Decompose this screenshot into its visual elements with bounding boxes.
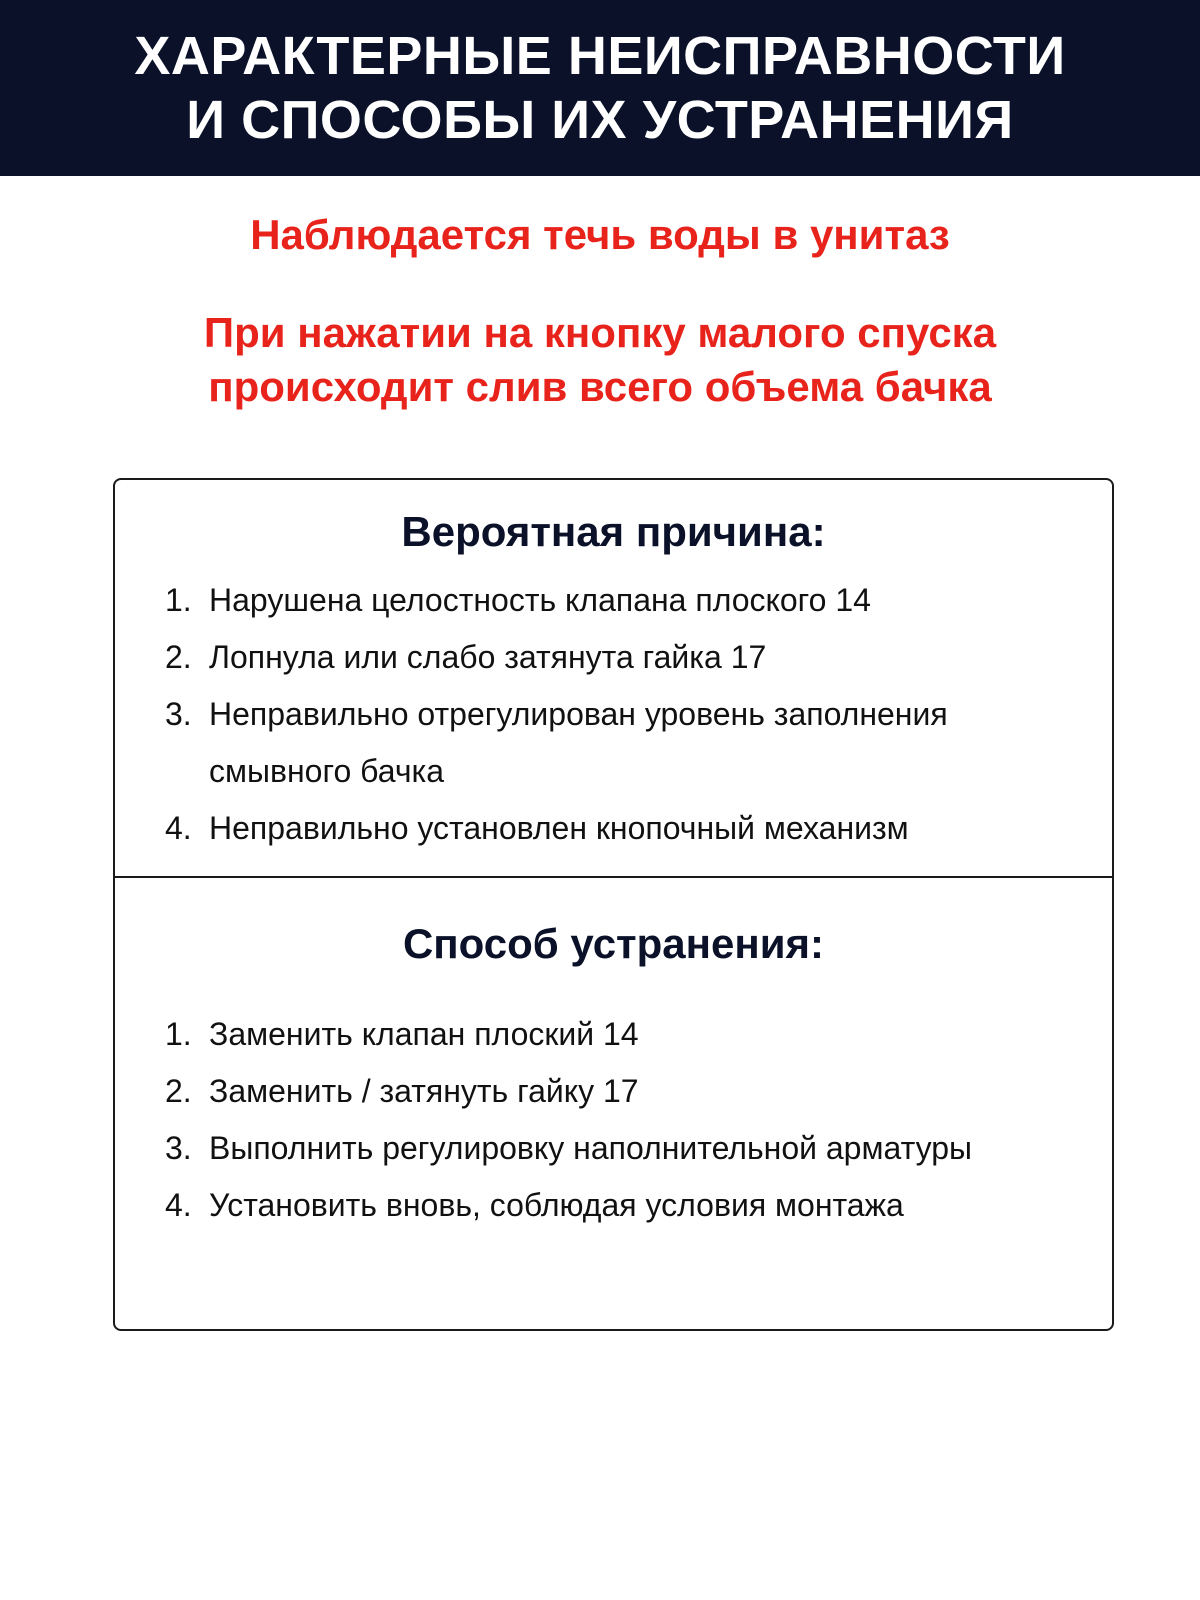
list-item-text: Нарушена целостность клапана плоского 14 bbox=[209, 582, 871, 618]
list-item-text: Неправильно установлен кнопочный механизм bbox=[209, 810, 909, 846]
problem-heading-flush-line-2: происходит слив всего объема бачка bbox=[208, 363, 992, 410]
list-item-text: Выполнить регулировку наполнительной арматуры bbox=[209, 1130, 973, 1166]
cause-list-item bbox=[165, 800, 1095, 857]
fix-list-item bbox=[165, 1063, 1095, 1120]
fix-list-item bbox=[165, 1177, 1095, 1234]
problem-heading-leak: Наблюдается течь воды в унитаз bbox=[250, 211, 950, 258]
cause-list bbox=[165, 572, 1095, 857]
list-item-number: 2. bbox=[165, 639, 192, 675]
list-item-text: Лопнула или слабо затянута гайка 17 bbox=[209, 639, 767, 675]
fix-section-title: Способ устранения: bbox=[402, 920, 825, 967]
section-divider bbox=[115, 876, 1112, 878]
list-item-number: 3. bbox=[165, 696, 192, 732]
list-item-number: 1. bbox=[165, 1016, 192, 1052]
list-item-text: Неправильно отрегулирован уровень заполнения смывного бачка bbox=[209, 696, 948, 789]
fix-list bbox=[165, 1006, 1095, 1234]
cause-list-item bbox=[165, 686, 1095, 800]
list-item-number: 4. bbox=[165, 810, 192, 846]
problem-heading-flush-line-1: При нажатии на кнопку малого спуска bbox=[203, 309, 997, 356]
cause-list-item bbox=[165, 629, 1095, 686]
problem-heading-flush bbox=[0, 306, 1200, 414]
list-item-text: Заменить / затянуть гайку 17 bbox=[209, 1073, 639, 1109]
list-item-text: Заменить клапан плоский 14 bbox=[209, 1016, 639, 1052]
fix-list-item bbox=[165, 1006, 1095, 1063]
list-item-number: 1. bbox=[165, 582, 192, 618]
cause-section-title: Вероятная причина: bbox=[401, 508, 826, 555]
header-banner bbox=[0, 0, 1200, 176]
list-item-text: Установить вновь, соблюдая условия монтажа bbox=[209, 1187, 904, 1223]
info-card bbox=[113, 478, 1114, 1331]
header-title-line-2: И СПОСОБЫ ИХ УСТРАНЕНИЯ bbox=[186, 90, 1014, 150]
list-item-number: 3. bbox=[165, 1130, 192, 1166]
header-title-line-1: ХАРАКТЕРНЫЕ НЕИСПРАВНОСТИ bbox=[134, 26, 1066, 86]
list-item-number: 2. bbox=[165, 1073, 192, 1109]
cause-list-item bbox=[165, 572, 1095, 629]
fix-list-item bbox=[165, 1120, 1095, 1177]
list-item-number: 4. bbox=[165, 1187, 192, 1223]
